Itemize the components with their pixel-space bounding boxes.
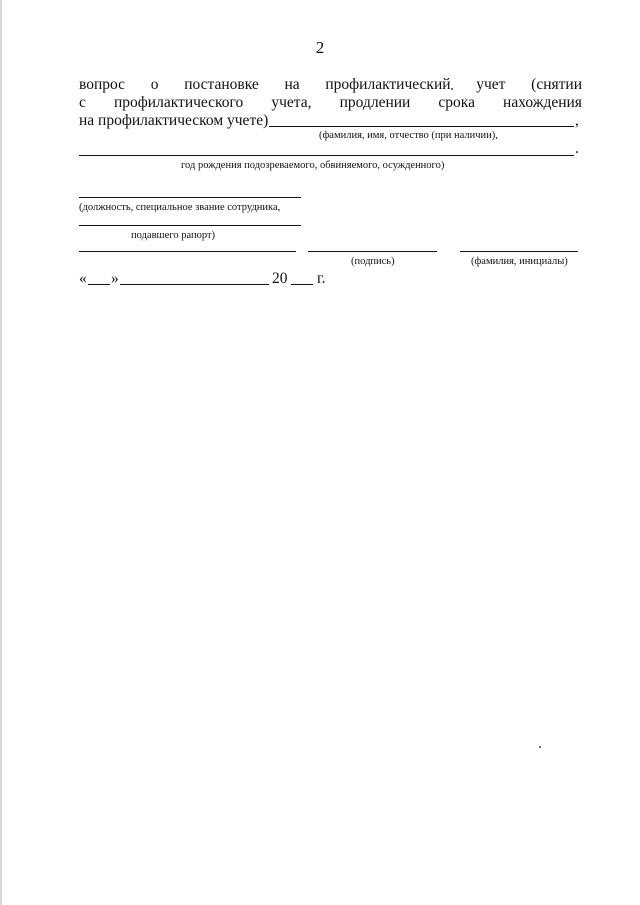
word: срока xyxy=(438,94,475,111)
word: продлении xyxy=(339,94,411,111)
word: вопрос xyxy=(79,76,126,93)
scan-speck xyxy=(539,746,541,748)
date-year-suffix: г. xyxy=(317,270,326,287)
paragraph-line-2 xyxy=(79,94,582,112)
word: профилактического xyxy=(113,94,244,111)
page-number: 2 xyxy=(315,38,325,57)
caption-position-2: подавшего рапорт) xyxy=(131,230,216,241)
fill-line-year[interactable] xyxy=(291,284,313,285)
word: о xyxy=(150,76,159,93)
caption-fio: (фамилия, имя, отчество (при наличии), xyxy=(319,130,498,141)
paragraph-line-1 xyxy=(79,76,582,94)
word: с xyxy=(79,94,86,111)
word: (снятии xyxy=(531,76,582,93)
date-year-prefix: 20 xyxy=(272,270,288,287)
paragraph-line-3: на профилактическом учете) xyxy=(79,112,269,129)
line3-comma: , xyxy=(575,112,579,129)
caption-position-1: (должность, специальное звание сотрудника, xyxy=(79,202,281,213)
fill-line-birth-year[interactable] xyxy=(79,155,574,156)
fill-line-month[interactable] xyxy=(120,284,269,285)
fill-line-day[interactable] xyxy=(88,284,110,285)
fill-line-initials[interactable] xyxy=(460,251,578,252)
word: учет xyxy=(476,76,506,93)
word: нахождения xyxy=(503,94,582,111)
word: на xyxy=(284,76,300,93)
date-close-quote: » xyxy=(111,270,119,287)
fill-line-signature[interactable] xyxy=(308,251,437,252)
caption-initials: (фамилия, инициалы) xyxy=(471,256,568,267)
fill-line-fio[interactable] xyxy=(269,126,574,127)
line4-period: . xyxy=(575,140,579,157)
page-edge xyxy=(0,0,2,905)
word: постановке xyxy=(184,76,259,93)
scan-speck xyxy=(451,88,453,90)
word: профилактический xyxy=(325,76,451,93)
date-open-quote: « xyxy=(79,270,87,287)
fill-line-position-3[interactable] xyxy=(79,251,296,252)
caption-birth-year: год рождения подозреваемого, обвиняемого, осужденного) xyxy=(181,160,445,171)
word: учета, xyxy=(271,94,312,111)
fill-line-position-2[interactable] xyxy=(79,225,301,226)
fill-line-position[interactable] xyxy=(79,197,301,198)
caption-signature: (подпись) xyxy=(351,256,395,267)
